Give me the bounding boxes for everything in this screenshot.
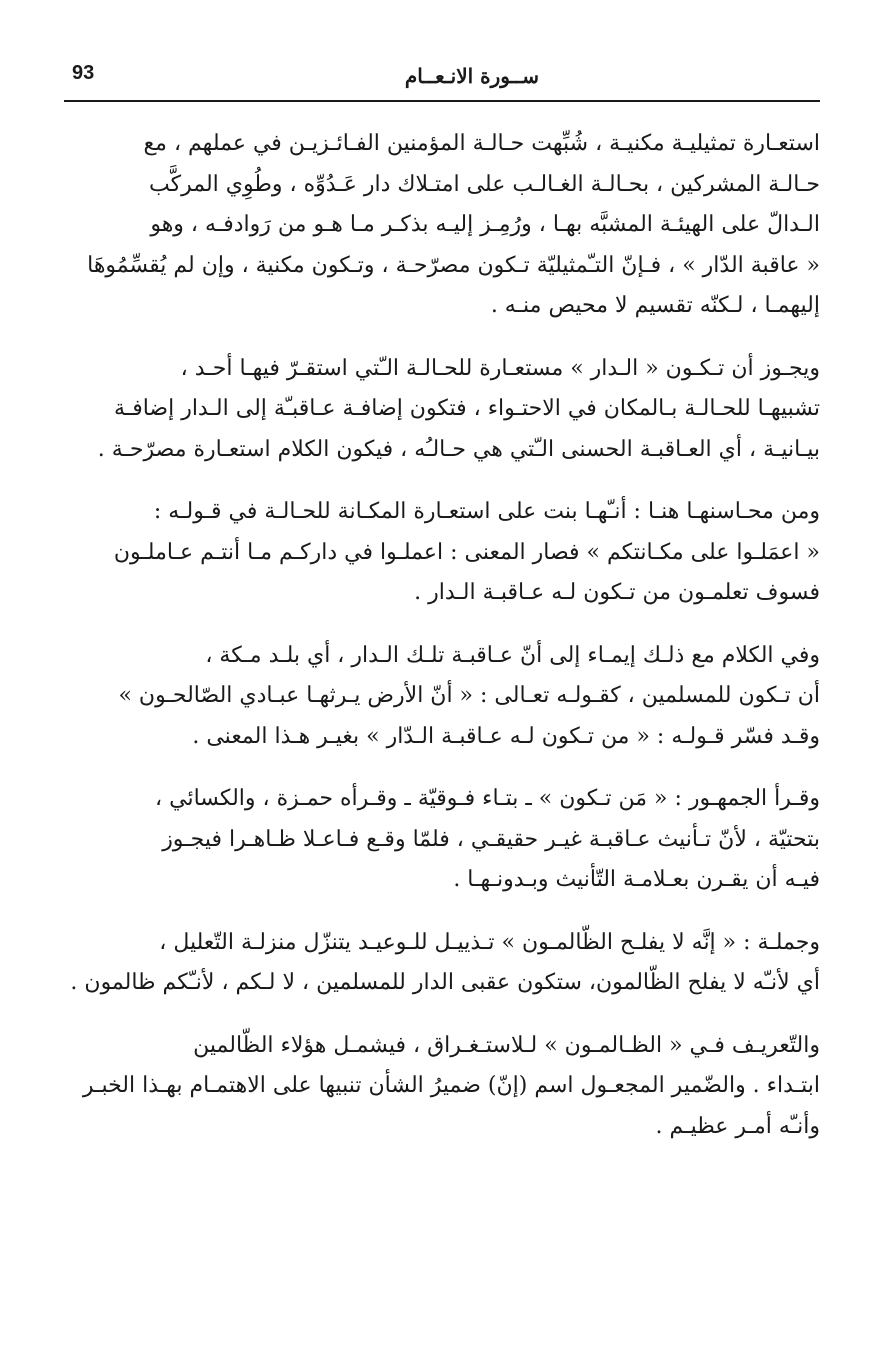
- text-line: وقـرأ الجمهـور : « مَن تـكون » ـ بتـاء فـوقيّة ـ وقـرأه حمـزة ، والكسائي ،: [155, 786, 820, 811]
- paragraph: [64, 124, 820, 327]
- paragraph: [64, 923, 820, 1004]
- text-line: فيـه أن يقـرن بعـلامـة التّأنيث وبـدونـهـا .: [453, 867, 820, 892]
- paragraph: [64, 492, 820, 614]
- page-body: [64, 124, 820, 1169]
- text-line: استعـارة تمثيليـة مكنيـة ، شُبِّهت حـالـة المؤمنين الفـائـزيـن في عملهم ، مع: [143, 131, 820, 156]
- text-line: فسوف تعلمـون من تـكون لـه عـاقبـة الـدار .: [414, 580, 820, 605]
- text-line: وقـد فسّر قـولـه : « من تـكون لـه عـاقبـة الـدّار » بغيـر هـذا المعنى .: [192, 723, 820, 749]
- text-line: الـدالّ على الهيئـة المشبَّه بهـا ، ورُمِـز إليـه بذكـر مـا هـو من رَوادفـه ، وهو: [150, 212, 820, 237]
- text-line: أن تـكون للمسلمين ، كقـولـه تعـالى : « أنّ الأرض يـرثهـا عبـادي الصّالحـون »: [118, 683, 820, 708]
- text-line: إليهمـا ، لـكنّه تقسيم لا محيص منـه .: [490, 293, 820, 318]
- page-number: 93: [72, 62, 95, 84]
- paragraph: [64, 1026, 820, 1148]
- text-line: « اعمَلـوا على مكـانتكم » فصار المعنى : اعملـوا في داركـم مـا أنتـم عـاملـون: [113, 539, 820, 565]
- text-line: والتّعريـف فـي « الظـالمـون » لـلاستـغـراق ، فيشمـل هؤلاء الظّالمين: [193, 1032, 820, 1058]
- text-line: بتحتيّة ، لأنّ تـأنيث عـاقبـة غيـر حقيقـي ، فلمّا وقـع فـاعـلا ظـاهـرا فيجـوز: [162, 826, 820, 852]
- text-line: ابتـداء . والضّمير المجعـول اسم (إنّ) ضميرُ الشأن تنبيها على الاهتمـام بهـذا الخبـر: [82, 1073, 820, 1098]
- text-line: وفي الكلام مع ذلـك إيمـاء إلى أنّ عـاقبـة تلـك الـدار ، أي بلـد مـكة ،: [205, 642, 820, 668]
- text-line: أي لأنـّه لا يفلح الظّالمون، ستكون عقبى الدار للمسلمين ، لا لـكم ، لأنـّكم ظالمون .: [70, 970, 820, 995]
- header-rule: [64, 100, 820, 102]
- text-line: بيـانيـة ، أي العـاقبـة الحسنى الـّتي هي حـالـُه ، فيكون الكلام استعـارة مصرّحـة .: [97, 436, 820, 462]
- text-line: ومن محـاسنهـا هنـا : أنـّهـا بنت على استعـارة المكـانة للحـالـة في قـولـه :: [153, 499, 820, 524]
- running-title: ســورة الانـعــام: [404, 64, 540, 88]
- paragraph: [64, 779, 820, 901]
- text-line: تشبيهـا للحـالـة بـالمكان في الاحتـواء ، فتكون إضافـة عـاقبـّة إلى الـدار إضافـة: [113, 396, 820, 421]
- page-header: [64, 58, 820, 98]
- text-line: وجملـة : « إنَّه لا يفلـح الظّالمـون » تـذييـل للـوعيـد يتنزّل منزلـة التّعليل ،: [159, 929, 820, 955]
- paragraph: [64, 349, 820, 471]
- text-line: وأنـّه أمـر عظيـم .: [655, 1113, 820, 1139]
- text-line: ويجـوز أن تـكـون « الـدار » مستعـارة للحـالـة الـّتي استقـرّ فيهـا أحـد ،: [180, 355, 820, 381]
- text-line: حـالـة المشركين ، بحـالـة الغـالـب على امتـلاك دار عَـدُوِّه ، وطُوِي المركَّب: [149, 171, 820, 197]
- text-line: « عاقبة الدّار » ، فـإنّ التـّمثيليّة تـكون مصرّحـة ، وتـكون مكنية ، وإن لم يُقسِّمُوهَا: [87, 252, 820, 278]
- paragraph: [64, 636, 820, 758]
